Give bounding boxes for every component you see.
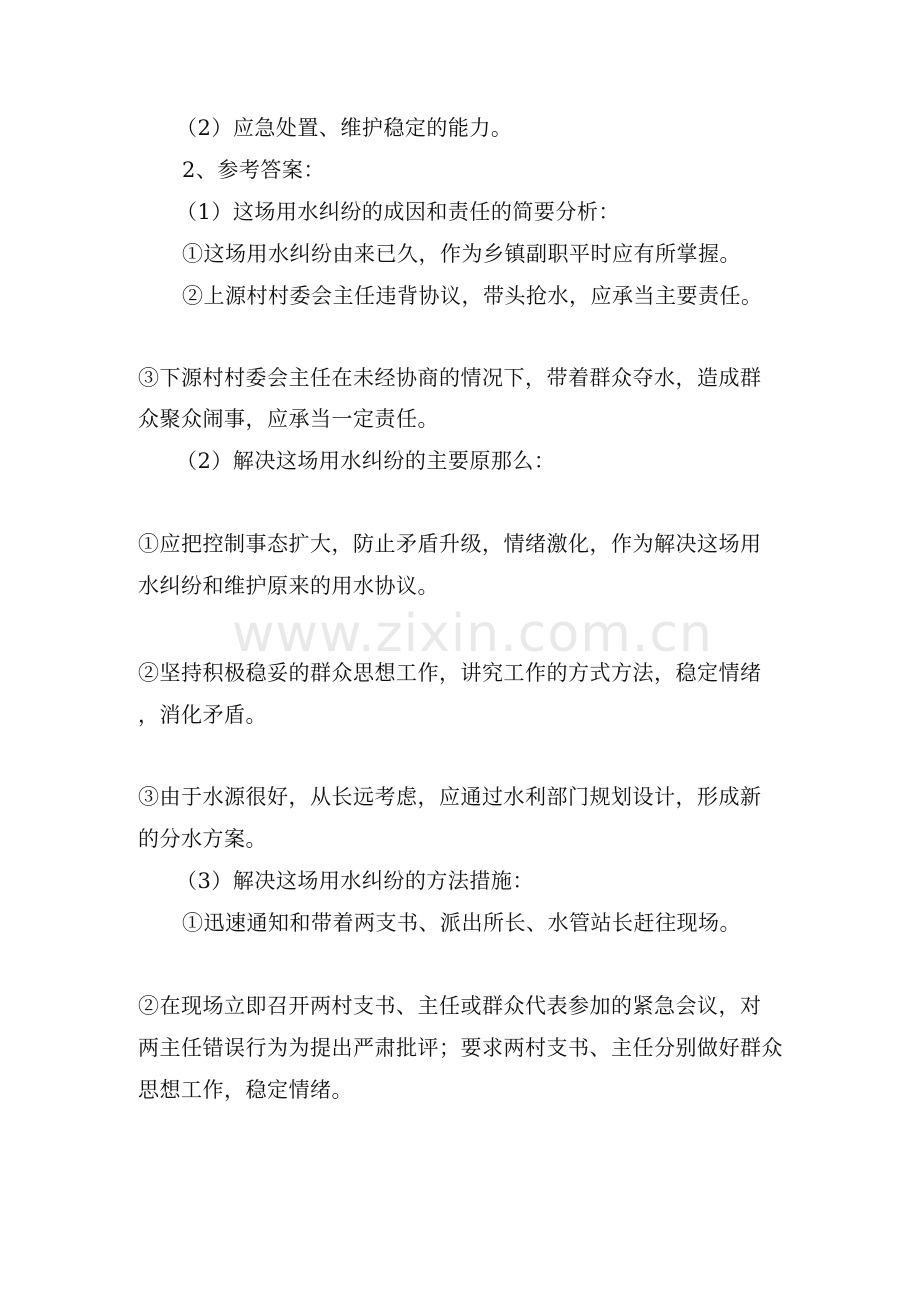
text-line: （1）这场用水纠纷的成因和责任的简要分析： (176, 200, 620, 224)
watermark: www.zixin.com.cn (232, 604, 713, 664)
text-line: （2）应急处置、维护稳定的能力。 (176, 116, 513, 140)
text-line: ①应把控制事态扩大，防止矛盾升级，情绪激化，作为解决这场用 (138, 532, 762, 556)
text-line: ③由于水源很好，从长远考虑，应通过水利部门规划设计，形成新 (138, 785, 762, 809)
text-line: 2、参考答案： (182, 158, 325, 182)
text-line: （3）解决这场用水纠纷的方法措施： (176, 869, 534, 893)
text-line: 思想工作，稳定情绪。 (138, 1078, 353, 1102)
text-line: ③下源村村委会主任在未经协商的情况下，带着群众夺水，造成群 (138, 366, 762, 390)
text-line: ①迅速通知和带着两支书、派出所长、水管站长赶往现场。 (182, 911, 741, 935)
text-line: ②上源村村委会主任违背协议，带头抢水，应承当主要责任。 (182, 284, 763, 308)
text-line: ②坚持积极稳妥的群众思想工作，讲究工作的方式方法，稳定情绪 (138, 661, 762, 685)
text-line: ②在现场立即召开两村支书、主任或群众代表参加的紧急会议，对 (138, 994, 762, 1018)
text-line: 两主任错误行为为提出严肃批评；要求两村支书、主任分别做好群众 (138, 1036, 783, 1060)
text-line: 众聚众闹事，应承当一定责任。 (138, 407, 439, 431)
text-line: 水纠纷和维护原来的用水协议。 (138, 574, 439, 598)
text-line: ①这场用水纠纷由来已久，作为乡镇副职平时应有所掌握。 (182, 242, 741, 266)
text-line: ，消化矛盾。 (138, 703, 267, 727)
text-line: （2）解决这场用水纠纷的主要原那么： (176, 449, 556, 473)
text-line: 的分水方案。 (138, 827, 267, 851)
